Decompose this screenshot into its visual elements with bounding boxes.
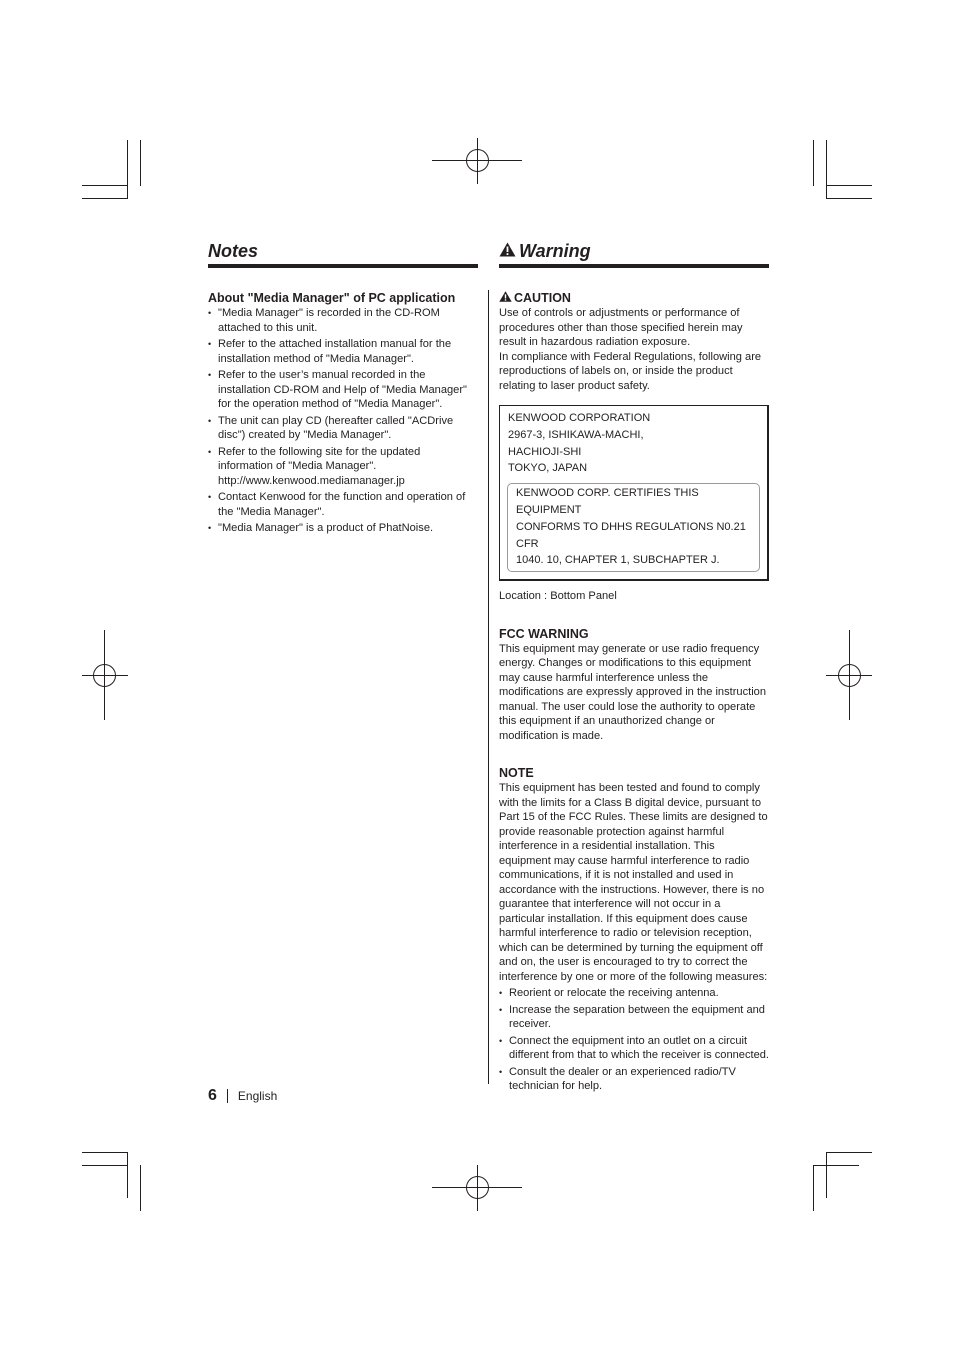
notes-list [208,306,478,536]
note-heading: NOTE [499,766,534,781]
note-list [499,986,769,1094]
notes-title-text: Notes [208,241,259,261]
page-number: 6 [208,1087,217,1104]
label-cert-line: 1040. 10, CHAPTER 1, SUBCHAPTER J. [516,554,720,567]
note-text: This equipment has been tested and found to comply with the limits for a Class B digital device, pursuant to Part 15 of the FCC Rules. These limits are designed to provide reasonable protection against harmful interference in a residential installation. This equipment may cause harmful interference to radio communications, if it is not installed and used in accordance with the instructions. However, there is no guarantee that interference will not occur in a particular installation. If this equipment does cause harmful interference to radio or television reception, which can be determined by turning the equipment off and on, the user is encouraged to try to correct the interference by one or more of the following measures: [499,782,768,983]
laser-label-box [499,405,769,581]
footer-language: English [237,1089,278,1103]
fcc-text: This equipment may generate or use radio frequency energy. Changes or modifications to this equipment may cause harmful interference unless the modifications are expressly approved in the instruction manual. The user could lose the authority to operate this equipment if an unauthorized change or modification is made. [499,642,767,742]
list-item: • "Media Manager" is a product of PhatNoise. [208,521,478,536]
warning-title [499,240,769,268]
fcc-heading: FCC WARNING [499,626,589,641]
label-address-line: KENWOOD CORPORATION [508,412,651,424]
caution-text: Use of controls or adjustments or performance of procedures other than those specified herein may result in hazardous radiation exposure. In compliance with Federal Regulations, following are reproductions of labels on, or inside the product relating to laser product safety. [499,307,762,392]
label-address-line: TOKYO, JAPAN [508,462,588,475]
certification-box [507,483,760,572]
list-item: • Refer to the following site for the updated information of "Media Manager". http://www.kenwood.mediamanager.jp [208,445,478,489]
label-location: Location : Bottom Panel [499,590,617,603]
warning-triangle-icon [499,240,516,262]
page-footer [208,1087,277,1105]
label-address-line: 2967-3, ISHIKAWA-MACHI, [508,428,644,441]
warning-title-text: Warning [519,241,591,261]
warning-section [499,240,769,1096]
caution-heading-text: CAUTION [514,291,571,305]
list-item: • Refer to the attached installation manual for the installation method of "Media Manager". [208,337,478,366]
notes-title [208,240,478,268]
column-divider [488,290,489,1084]
footer-separator [227,1089,228,1103]
caution-heading [499,290,769,306]
list-item: • Reorient or relocate the receiving antenna. [499,986,769,1001]
label-cert-line: KENWOOD CORP. CERTIFIES THIS EQUIPMENT [516,487,699,516]
list-item: • "Media Manager" is recorded in the CD-ROM attached to this unit. [208,306,478,335]
list-item: • Connect the equipment into an outlet on a circuit different from that to which the receiver is connected. [499,1034,769,1063]
label-address-line: HACHIOJI-SHI [508,445,582,458]
list-item: • Refer to the user’s manual recorded in the installation CD-ROM and Help of "Media Manager" for the operation method of "Media Manager". [208,368,478,412]
notes-subtitle: About "Media Manager" of PC application [208,291,456,305]
list-item: • Increase the separation between the equipment and receiver. [499,1003,769,1032]
list-item: • Contact Kenwood for the function and operation of the "Media Manager". [208,490,478,519]
notes-section [208,240,478,538]
caution-triangle-icon [499,290,512,306]
label-cert-line: CONFORMS TO DHHS REGULATIONS N0.21 CFR [516,520,746,550]
list-item: • The unit can play CD (hereafter called "ACDrive disc") created by "Media Manager". [208,414,478,443]
list-item: • Consult the dealer or an experienced radio/TV technician for help. [499,1065,769,1094]
